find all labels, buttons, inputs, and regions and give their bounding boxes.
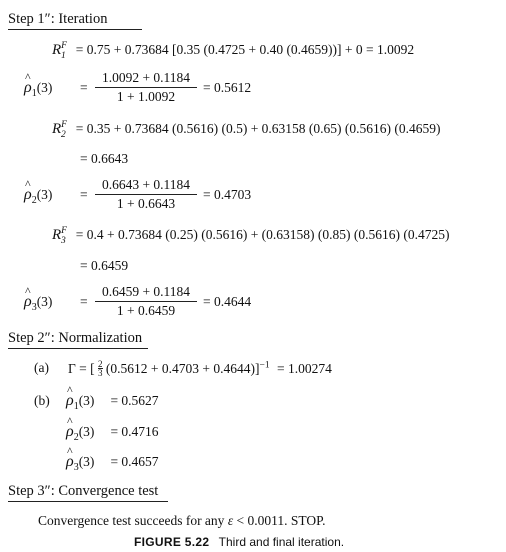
- r3-expression: = 0.4 + 0.73684 (0.25) (0.5616) + (0.63158) (0.85) (0.5616) (0.4725): [75, 227, 450, 242]
- rho3-eq: =: [80, 294, 88, 309]
- gamma-result: = 1.00274: [277, 361, 332, 376]
- r1-symbol: $R^F_1$: [52, 41, 67, 61]
- gamma-sum: (0.5612 + 0.4703 + 0.4644)]: [105, 361, 260, 376]
- step2-heading: Step 2″: Normalization: [8, 330, 143, 346]
- r1-expression: = 0.75 + 0.73684 [0.35 (0.4725 + 0.40 (0.4659))] + 0 = 1.0092: [75, 42, 415, 57]
- rho3-fraction: $\frac{0.6459 + 0.1184}{1 + 0.6459}$: [95, 284, 197, 319]
- rho2-fraction: $\frac{0.6643 + 0.1184}{1 + 0.6643}$: [95, 177, 197, 212]
- epsilon-symbol: ε: [227, 513, 234, 528]
- normalized-row-3: ^ $\rho_3(3) = 0.4657$: [66, 453, 159, 473]
- figure-label: FIGURE 5.22: [134, 535, 210, 549]
- r2-continuation: = 0.6643: [80, 151, 129, 166]
- gamma-lead: Γ = [: [68, 361, 95, 376]
- r3-continuation: = 0.6459: [80, 258, 129, 273]
- gamma-exponent: −1: [259, 360, 270, 371]
- convergence-statement: Convergence test succeeds for any ε < 0.0011. STOP.: [38, 513, 326, 528]
- step3-underline: [8, 501, 168, 502]
- figure-caption: [134, 535, 344, 549]
- r3-symbol: $R^F_3$: [52, 226, 67, 246]
- r2-symbol: $R^F_2$: [52, 120, 67, 140]
- step1-heading: Step 1″: Iteration: [8, 11, 108, 27]
- gamma-equation: [68, 360, 332, 377]
- normalized-row-1: ^ $\rho_1(3) = 0.5627$: [66, 392, 159, 412]
- rho1-fraction: $\frac{1.0092 + 0.1184}{1 + 1.0092}$: [95, 70, 197, 105]
- r2-expression: = 0.35 + 0.73684 (0.5616) (0.5) + 0.63158 (0.65) (0.5616) (0.4659): [75, 121, 441, 136]
- rho2-result: = 0.4703: [203, 187, 252, 202]
- r3-equation: [52, 226, 450, 246]
- rho3-result: = 0.4644: [203, 294, 252, 309]
- step2-a-label: (a): [34, 360, 49, 375]
- step2-underline: [8, 348, 148, 349]
- rho1-result: = 0.5612: [203, 80, 252, 95]
- rho1-symbol: ^ $\rho_1(3)$: [24, 79, 52, 99]
- normalized-row-2: ^ $\rho_2(3) = 0.4716$: [66, 423, 159, 443]
- step1-underline: [8, 29, 142, 30]
- r2-equation: [52, 120, 441, 140]
- step2-b-label: (b): [34, 393, 50, 408]
- rho2-eq: =: [80, 187, 88, 202]
- r1-equation: [52, 41, 414, 61]
- rho3-symbol: ^ $\rho_3(3)$: [24, 293, 52, 313]
- gamma-two-thirds: $\frac{2}{3}$: [98, 359, 103, 378]
- rho1-eq: =: [80, 80, 88, 95]
- figure-caption-text: Third and final iteration.: [218, 535, 345, 549]
- step3-heading: Step 3″: Convergence test: [8, 483, 159, 499]
- rho2-symbol: ^ $\rho_2(3)$: [24, 186, 52, 206]
